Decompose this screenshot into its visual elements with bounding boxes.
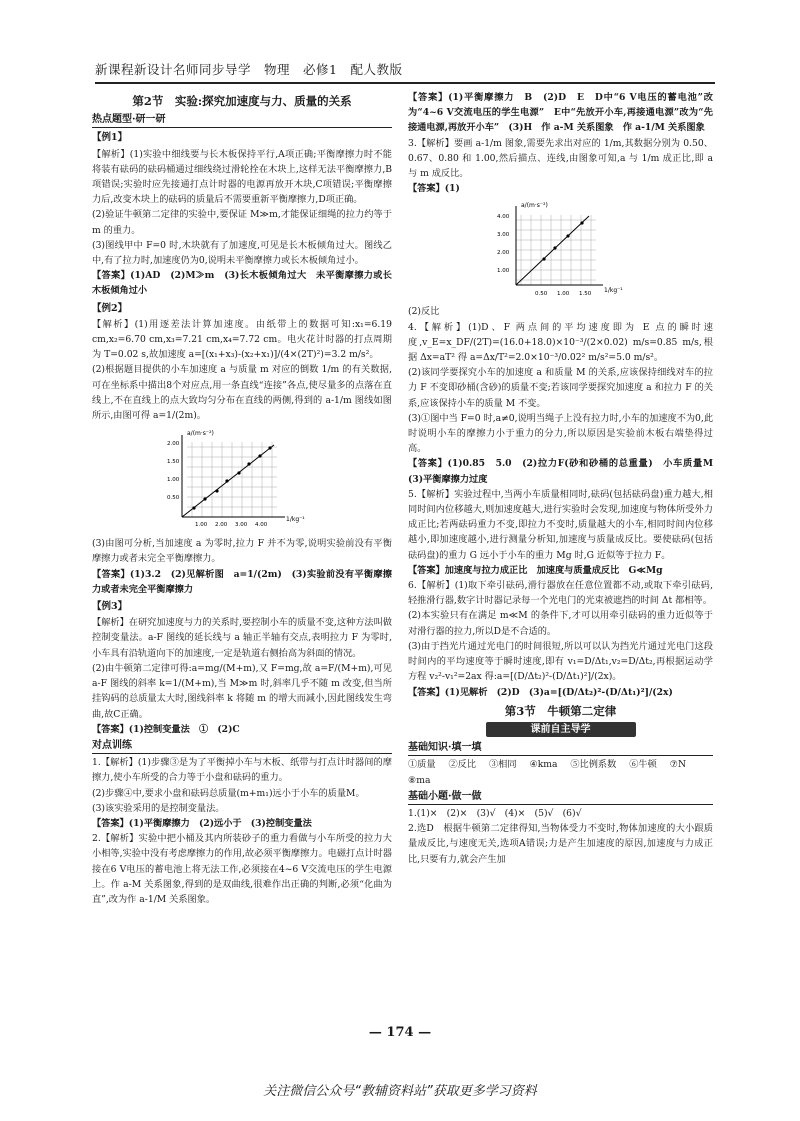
- practice-q1-a: 1.【解析】(1)步骤③是为了平衡掉小车与木板、纸带与打点计时器间的摩擦力,使小车所受的合力等于小盘和砝码的重力。: [92, 757, 392, 784]
- practice-q2: 2.【解析】实验中把小桶及其内所装砂子的重力看做与小车所受的拉力大小相等,实验中没有考虑摩擦力的作用,故必须平衡摩擦力。电磁打点计时器接在6 V电压的蓄电池上将无法工作,必须接在4~6 V交流电压的学生电源上。作 a-M 关系图象,得到的是双曲线,很难作出正确的判断,必须“化曲为直”,改为作 a-1/M 关系图象。: [92, 833, 392, 905]
- example-1-analysis: 【解析】(1)实验中细线要与长木板保持平行,A项正确;平衡摩擦力时不能将装有砝码的砝码桶通过细线绕过滑轮拴在木块上,这样无法平衡摩擦力,B项错误;实验时应先接通打点计时器的电源再放开木块,C项错误;平衡摩擦力后,改变木块上的砝码的质量后不需要重新平衡摩擦力,D项正确。: [92, 148, 392, 206]
- hot-topics-header: 热点题型·研一研: [92, 112, 392, 128]
- y-tick: 2.00: [167, 441, 180, 448]
- x-tick: 2.00: [215, 522, 228, 529]
- y-tick: 1.00: [496, 268, 509, 275]
- practice-q3-part2: (2)反比: [408, 306, 440, 318]
- y-tick: 0.50: [167, 495, 180, 502]
- section-title: 第2节 实验:探究加速度与力、质量的关系: [132, 94, 352, 108]
- practice-q5-answer: 【答案】加速度与拉力成正比 加速度与质量成反比 G≪Mg: [408, 564, 663, 576]
- footer-note: 关注微信公众号“教辅资料站”获取更多学习资料: [263, 1084, 537, 1099]
- y-tick: 4.00: [496, 214, 509, 221]
- example-2-analysis: 【解析】(1)用逐差法计算加速度。由纸带上的数据可知:x₁=6.19 cm,x₂=6.70 cm,x₃=7.21 cm,x₄=7.72 cm。电火花计时器的打点周期为 T=0.02 s,故加速度 a=[(x₁+x₃)-(x₂+x₁)]/(4×(2T)²)=3.2 m/s²。: [92, 318, 392, 361]
- fill-item: ②反比: [448, 759, 477, 771]
- preview-banner: 课前自主导学: [486, 722, 636, 737]
- example-1-part2: (2)验证牛顿第二定律的实验中,要保证 M≫m,才能保证细绳的拉力约等于 m 的重力。: [92, 209, 392, 236]
- practice-q4-answer: 【答案】(1)0.85 5.0 (2)拉力F(砂和砂桶的总重量) 小车质量M (3)平衡摩擦力过度: [408, 458, 723, 485]
- practice-q1-b: (2)步骤④中,要求小盘和砝码总质量(m+m₁)远小于小车的质量M。: [92, 787, 365, 799]
- page-number: — 174 —: [368, 1025, 432, 1040]
- y-tick: 2.00: [496, 250, 509, 257]
- practice-q6-a: 6.【解析】(1)取下牵引砝码,滑行器放在任意位置都不动,或取下牵引砝码,轻推滑行器,数字计时器记录每一个光电门的光束被遮挡的时间 Δt 都相等。: [408, 580, 713, 607]
- practice-q3-answer: 【答案】(1): [408, 183, 460, 195]
- basic-exercises-header: 基础小题·做一做: [408, 789, 713, 805]
- practice-q3: 3.【解析】要画 a-1/m 图象,需要先求出对应的 1/m,其数据分别为 0.50、0.67、0.80 和 1.00,然后描点、连线,由图象可知,a 与 1/m 成正比,即 a 与 m 成反比。: [408, 137, 713, 180]
- practice-q2-answer: 【答案】(1)平衡摩擦力 B (2)D E D中“6 V电压的蓄电池”改为“4~6 V交流电压的学生电源” E中“先放开小车,再接通电源”改为“先接通电源,再放开小车” (3)H 作 a-M 关系图象 作 a-1/M 关系图象: [408, 92, 713, 134]
- fill-item: ⑤比例系数: [570, 759, 617, 771]
- a-vs-inverse-m-graph: [167, 427, 317, 532]
- example-3-answer: 【答案】(1)控制变量法 ① (2)C: [92, 723, 240, 735]
- fill-answers: [408, 757, 713, 787]
- x-tick: 0.50: [534, 291, 547, 298]
- y-tick: 1.50: [167, 459, 180, 466]
- x-tick: 3.00: [235, 522, 248, 529]
- fill-item: ⑥牛顿: [629, 759, 657, 771]
- practice-q6-answer: 【答案】(1)见解析 (2)D (3)a=[(D/Δt₂)²-(D/Δt₁)²]/(2x): [408, 686, 673, 698]
- example-2-part3: (3)由图可分析,当加速度 a 为零时,拉力 F 并不为零,说明实验前没有平衡摩擦力或者未完全平衡摩擦力。: [92, 538, 392, 565]
- y-axis-label: a/(m·s⁻²): [187, 430, 214, 438]
- practice-q6-b: (2)本实验只有在满足 m≪M 的条件下,才可以用牵引砝码的重力近似等于对滑行器的拉力,所以D是不合适的。: [408, 610, 713, 637]
- fill-item: ⑧ma: [408, 774, 431, 786]
- example-1-part3: (3)图线甲中 F=0 时,木块就有了加速度,可见是长木板倾角过大。图线乙中,有了拉力时,加速度仍为0,说明未平衡摩擦力或长木板倾角过小。: [92, 239, 392, 267]
- example-3-analysis: 【解析】在研究加速度与力的关系时,要控制小车的质量不变,这种方法叫做控制变量法。a-F 图线的延长线与 a 轴正半轴有交点,表明拉力 F 为零时,小车具有沿轨道向下的加速度,一定是轨道右侧抬高为斜面的情况。: [92, 617, 392, 659]
- example-2-part2: (2)根据题目提供的小车加速度 a 与质量 m 对应的倒数 1/m 的有关数据,可在坐标系中描出8个对应点,用一条直线“连接”各点,使尽量多的点落在直线上,不在直线上的点大致均匀分布在直线的两侧,得到的 a-1/m 图线如图所示,由图可得 a=1/(2m)。: [92, 364, 392, 422]
- x-tick: 4.00: [255, 522, 268, 529]
- a-vs-inverse-m-graph-2: [491, 200, 631, 300]
- practice-q5: 5.【解析】实验过程中,当两小车质量相同时,砝码(包括砝码盘)重力越大,相同时间内位移越大,则加速度越大,进行实验时会发现,加速度与物体所受外力成正比;若两砝码重力不变,即拉力不变时,质量越大的小车,相同时间内位移越小,即加速度越小,进行测量分析知,加速度与质量成反比。要使砝码(包括砝码盘)的重力 G 远小于小车的重力 Mg 时,G 近似等于拉力 F。: [408, 488, 713, 561]
- example-3-part2: (2)由牛顿第二定律可得:a=mg/(M+m),又 F=mg,故 a=F/(M+m),可见 a-F 图线的斜率 k=1/(M+m),当 M≫m 时,斜率几乎不随 m 改变,但当所挂钩码的总质量太大时,图线斜率 k 将随 m 的增大而减小,因此图线发生弯曲,故C正确。: [92, 662, 392, 720]
- fill-item: ④kma: [529, 759, 558, 771]
- fill-item: ⑦N: [669, 759, 686, 771]
- example-1-answer: 【答案】(1)AD (2)M≫m (3)长木板倾角过大 未平衡摩擦力或长木板倾角过小: [92, 270, 392, 297]
- section-3-title: 第3节 牛顿第二定律: [504, 703, 617, 718]
- exercise-2: 2.选D 根据牛顿第二定律得知,当物体受力不变时,物体加速度的大小跟质量成反比,与速度无关,选项A错误;力是产生加速度的原因,加速度与力成正比,只要有力,就会产生加: [408, 823, 713, 865]
- x-tick: 1.00: [195, 522, 208, 529]
- practice-q4-b: (2)该同学要探究小车的加速度 a 和质量 M 的关系,应该保持细线对车的拉力 F 不变即砂桶(含砂)的质量不变;若该同学要探究加速度 a 和拉力 F 的关系,应该保持小车的质量 M 不变。: [408, 367, 713, 409]
- x-tick: 1.50: [578, 291, 591, 298]
- fill-item: ①质量: [408, 759, 436, 771]
- exercise-1: 1.(1)× (2)× (3)√ (4)× (5)√ (6)√: [408, 807, 582, 819]
- y-tick: 1.00: [167, 477, 180, 484]
- fill-item: ③相同: [488, 759, 517, 771]
- right-column: [408, 90, 723, 867]
- practice-q1-answer: 【答案】(1)平衡摩擦力 (2)远小于 (3)控制变量法: [92, 817, 312, 829]
- example-1-tag: 【例1】: [92, 132, 128, 144]
- example-2-tag: 【例2】: [92, 302, 128, 314]
- basic-knowledge-header: 基础知识·填一填: [408, 740, 713, 756]
- practice-q1-c: (3)该实验采用的是控制变量法。: [92, 802, 225, 814]
- x-axis-label: 1/kg⁻¹: [603, 287, 623, 295]
- y-axis-label: a/(m·s⁻²): [520, 202, 548, 210]
- x-axis-label: 1/kg⁻¹: [286, 516, 305, 524]
- left-column: [92, 90, 392, 907]
- running-header: 新课程新设计名师同步导学 物理 必修1 配人教版: [95, 60, 715, 84]
- fit-line: [516, 216, 589, 285]
- practice-q6-c: (3)由于挡光片通过光电门的时间很短,所以可以认为挡光片通过光电门这段时间内的平均速度等于瞬时速度,即有 v₁=D/Δt₁,v₂=D/Δt₂,再根据运动学方程 v₂²-v₁²=2ax 得:a=[(D/Δt₂)²-(D/Δt₁)²]/(2x)。: [408, 640, 713, 683]
- y-tick: 3.00: [496, 232, 509, 239]
- x-tick: 1.00: [556, 291, 569, 298]
- practice-q4-c: (3)①图中当 F=0 时,a≠0,说明当绳子上没有拉力时,小车的加速度不为0,此时说明小车的摩擦力小于重力的分力,所以原因是实验前木板右端垫得过高。: [408, 412, 714, 455]
- example-3-tag: 【例3】: [92, 601, 128, 613]
- practice-q4-a: 4.【解析】(1)D、F 两点间的平均速度即为 E 点的瞬时速度,v_E=x_DF/(2T)=(16.0+18.0)×10⁻³/(2×0.02) m/s=0.85 m/s,根据 Δx=aT² 得 a=Δx/T²=2.0×10⁻³/0.02² m/s²=5.0 m/s²。: [408, 321, 713, 364]
- example-2-answer: 【答案】(1)3.2 (2)见解析图 a=1/(2m) (3)实验前没有平衡摩擦力或者未完全平衡摩擦力: [92, 568, 392, 595]
- practice-header: 对点训练: [92, 738, 392, 754]
